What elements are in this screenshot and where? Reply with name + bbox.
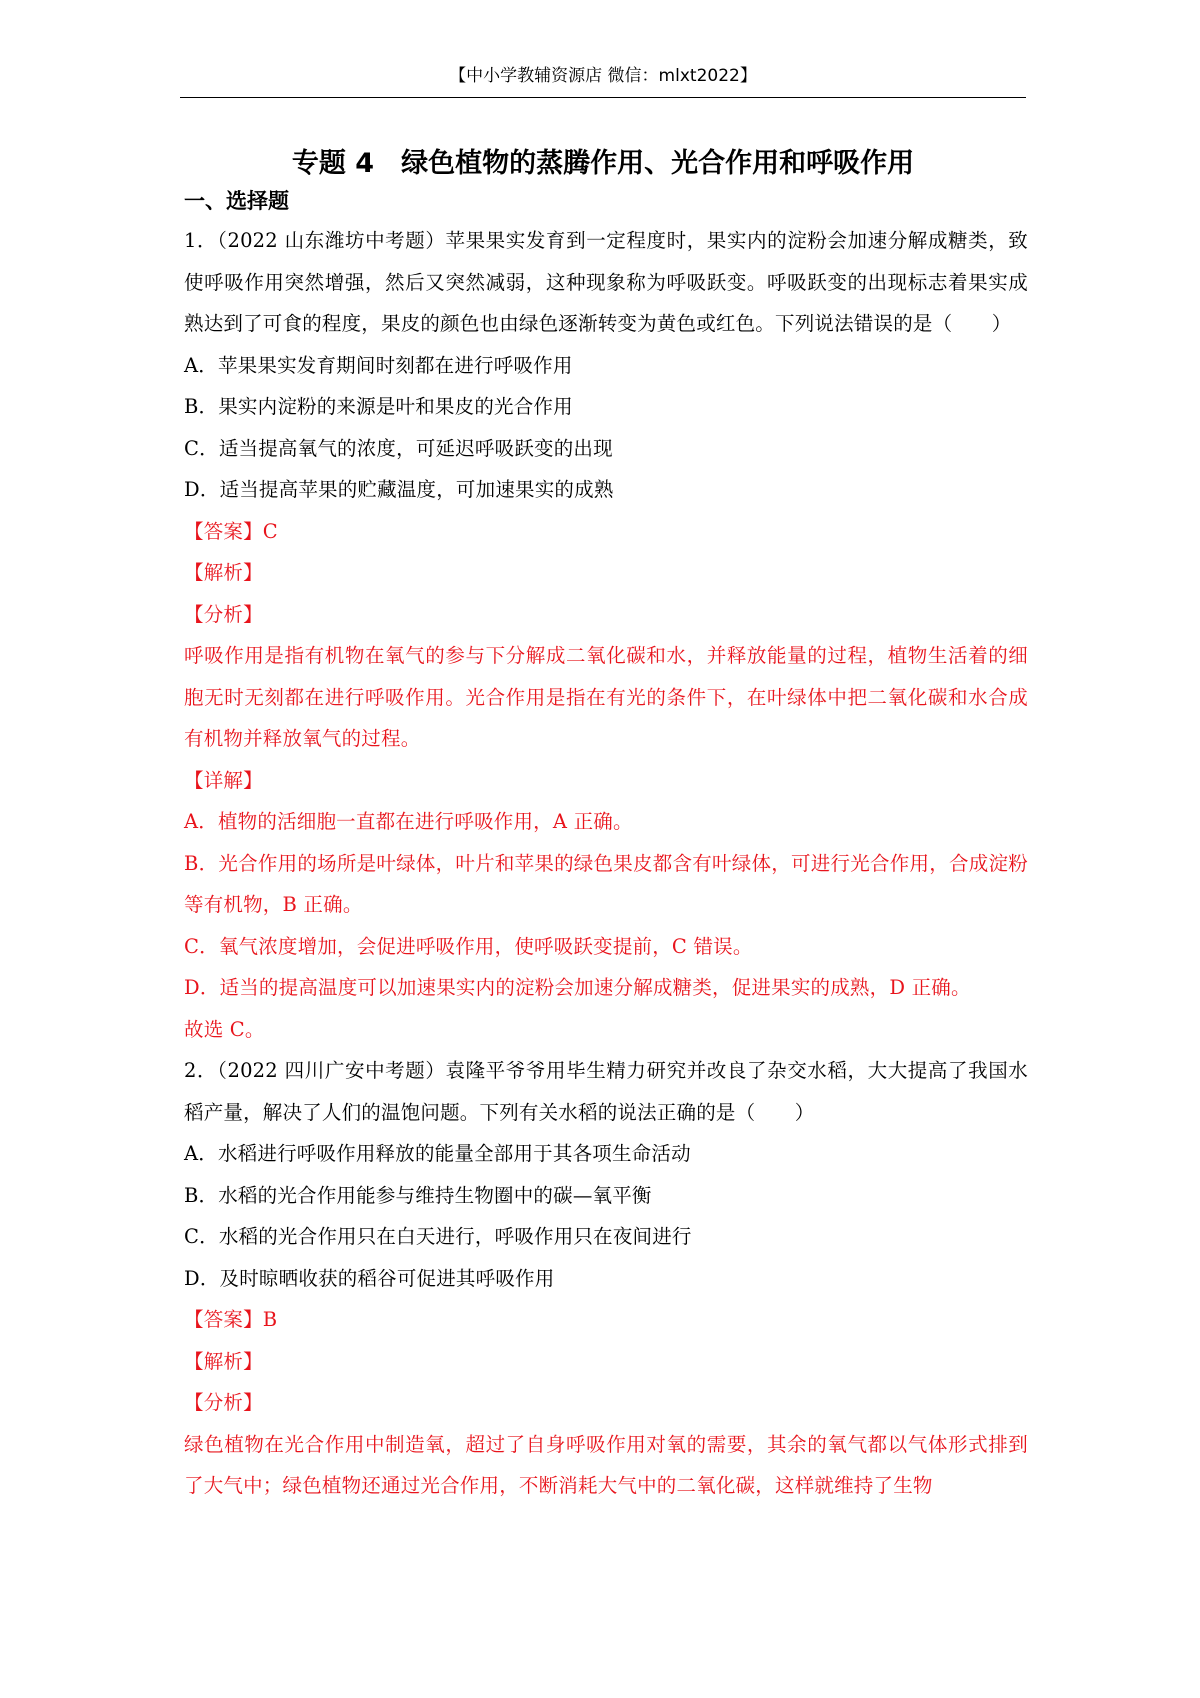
question-1-detail-a: A．植物的活细胞一直都在进行呼吸作用，A 正确。 bbox=[184, 810, 633, 833]
question-2-option-d: D．及时晾晒收获的稻谷可促进其呼吸作用 bbox=[184, 1266, 555, 1290]
question-2-stem: 2．（2022 四川广安中考题）袁隆平爷爷用毕生精力研究并改良了杂交水稻，大大提高了我国水稻产量，解决了人们的温饱问题。下列有关水稻的说法正确的是（ ） bbox=[184, 1059, 1028, 1124]
question-2-option-a: A．水稻进行呼吸作用释放的能量全部用于其各项生命活动 bbox=[184, 1142, 691, 1165]
question-1-option-d: D．适当提高苹果的贮藏温度，可加速果实的成熟 bbox=[184, 478, 614, 501]
document-title: 专题 4 绿色植物的蒸腾作用、光合作用和呼吸作用 bbox=[291, 148, 915, 179]
question-1-conclusion: 故选 C。 bbox=[184, 1017, 265, 1041]
question-1-xiangjie-label: 【详解】 bbox=[184, 768, 263, 792]
question-1-analysis: 呼吸作用是指有机物在氧气的参与下分解成二氧化碳和水，并释放能量的过程，植物生活着的细胞无时无刻都在进行呼吸作用。光合作用是指在有光的条件下，在叶绿体中把二氧化碳和水合成有机物并释放氧气的过程。 bbox=[184, 644, 1028, 750]
question-1-detail-c: C．氧气浓度增加，会促进呼吸作用，使呼吸跃变提前，C 错误。 bbox=[184, 934, 753, 958]
question-2-option-c: C．水稻的光合作用只在白天进行，呼吸作用只在夜间进行 bbox=[184, 1225, 692, 1248]
question-2-option-b: B．水稻的光合作用能参与维持生物圈中的碳—氧平衡 bbox=[184, 1183, 652, 1207]
question-1-answer: 【答案】C bbox=[184, 519, 278, 543]
header-divider bbox=[180, 97, 1026, 98]
question-1-jiexi-label: 【解析】 bbox=[184, 561, 263, 584]
document-body bbox=[184, 182, 1028, 1507]
question-1-option-b: B．果实内淀粉的来源是叶和果皮的光合作用 bbox=[184, 395, 573, 418]
question-1-detail-d: D．适当的提高温度可以加速果实内的淀粉会加速分解成糖类，促进果实的成熟，D 正确。 bbox=[184, 976, 971, 999]
question-2-analysis: 绿色植物在光合作用中制造氧，超过了自身呼吸作用对氧的需要，其余的氧气都以气体形式排到了大气中；绿色植物还通过光合作用，不断消耗大气中的二氧化碳，这样就维持了生物 bbox=[184, 1432, 1028, 1497]
question-2-fenxi-label: 【分析】 bbox=[184, 1391, 263, 1414]
question-1-option-c: C．适当提高氧气的浓度，可延迟呼吸跃变的出现 bbox=[184, 436, 613, 460]
question-1-option-a: A．苹果果实发育期间时刻都在进行呼吸作用 bbox=[184, 353, 573, 377]
question-1-fenxi-label: 【分析】 bbox=[184, 602, 263, 626]
section-heading: 一、选择题 bbox=[184, 189, 289, 213]
question-1-detail-b: B．光合作用的场所是叶绿体，叶片和苹果的绿色果皮都含有叶绿体，可进行光合作用，合成淀粉等有机物，B 正确。 bbox=[184, 851, 1028, 916]
question-2-answer: 【答案】B bbox=[184, 1308, 278, 1331]
question-1-stem: 1．（2022 山东潍坊中考题）苹果果实发育到一定程度时，果实内的淀粉会加速分解成糖类，致使呼吸作用突然增强，然后又突然减弱，这种现象称为呼吸跃变。呼吸跃变的出现标志着果实成熟达到了可食的程度，果皮的颜色也由绿色逐渐转变为黄色或红色。下列说法错误的是（ ） bbox=[184, 229, 1028, 335]
question-2-jiexi-label: 【解析】 bbox=[184, 1349, 263, 1373]
page-header: 【中小学教辅资源店 微信：mlxt2022】 bbox=[449, 66, 757, 86]
